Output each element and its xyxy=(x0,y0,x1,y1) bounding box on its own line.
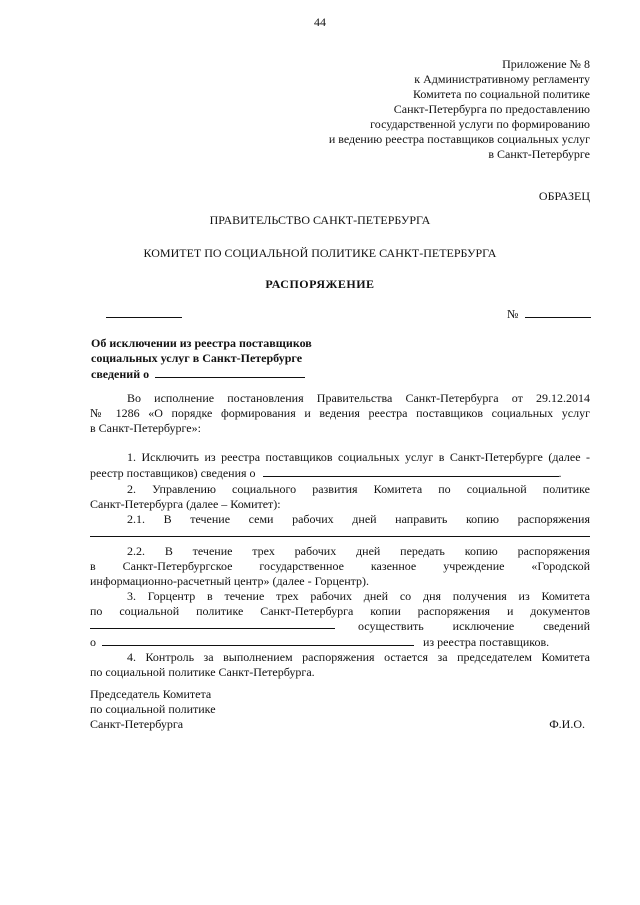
item-3-blank-2 xyxy=(102,634,414,646)
preamble-line: № 1286 «О порядке формирования и ведения реестра поставщиков социальных услуг xyxy=(90,406,590,420)
item-2-2-line: 2.2. В течение трех рабочих дней передать копию распоряжения xyxy=(127,544,590,558)
subject-block xyxy=(91,336,312,382)
appendix-line: государственной услуги по формированию xyxy=(370,117,590,131)
item-2-1-line: 2.1. В течение семи рабочих дней направить копию распоряжения xyxy=(127,512,590,526)
appendix-line: Санкт-Петербурга по предоставлению xyxy=(393,102,590,116)
number-blank xyxy=(525,306,591,318)
appendix-line: Комитета по социальной политике xyxy=(412,87,590,101)
document-type-heading: РАСПОРЯЖЕНИЕ xyxy=(265,277,375,291)
item-1-line-2: реестр поставщиков) сведения о . xyxy=(90,466,562,480)
subject-line: Об исключении из реестра поставщиков xyxy=(91,336,312,350)
item-2-line: 2. Управлению социального развития Комитета по социальной политике xyxy=(127,482,590,496)
appendix-line: в Санкт-Петербурге xyxy=(488,147,590,161)
signature-line: Санкт-Петербурга xyxy=(90,717,184,731)
number-label xyxy=(507,306,591,322)
item-3-blank-1 xyxy=(90,617,335,629)
number-sign: № xyxy=(507,307,519,321)
preamble-line: Во исполнение постановления Правительства Санкт-Петербурга от 29.12.2014 xyxy=(127,391,590,405)
committee-heading: КОМИТЕТ ПО СОЦИАЛЬНОЙ ПОЛИТИКЕ САНКТ-ПЕТЕРБУРГА xyxy=(143,246,497,260)
appendix-line: и ведению реестра поставщиков социальных услуг xyxy=(328,132,590,146)
item-3-line: по социальной политике Санкт-Петербурга копии распоряжения и документов xyxy=(90,604,590,618)
page-number: 44 xyxy=(314,15,326,29)
government-heading: ПРАВИТЕЛЬСТВО САНКТ-ПЕТЕРБУРГА xyxy=(209,213,431,227)
appendix-line: Приложение № 8 xyxy=(502,57,590,71)
signature-line: Председатель Комитета xyxy=(90,687,212,701)
subject-line-text: сведений о xyxy=(91,367,150,381)
item-4-line: по социальной политике Санкт-Петербурга. xyxy=(90,665,315,679)
subject-line: социальных услуг в Санкт-Петербурге xyxy=(91,351,303,365)
item-4-line: 4. Контроль за выполнением распоряжения остается за председателем Комитета xyxy=(127,650,590,664)
item-2-2-line: информационно-расчетный центр» (далее - Горцентр). xyxy=(90,574,370,588)
item-1-blank xyxy=(263,465,559,477)
date-blank xyxy=(106,306,182,318)
appendix-line: к Административному регламенту xyxy=(414,72,590,86)
signature-line: по социальной политике xyxy=(90,702,216,716)
item-2-2-line: в Санкт-Петербургское государственное казенное учреждение «Городской xyxy=(90,559,590,573)
appendix-block xyxy=(250,57,590,162)
item-1-line: 1. Исключить из реестра поставщиков социальных услуг в Санкт-Петербурге (далее - xyxy=(127,450,590,464)
item-2-line: Санкт-Петербурга (далее – Комитет): xyxy=(90,497,281,511)
sample-label: ОБРАЗЕЦ xyxy=(538,189,590,203)
item-2-1-blank xyxy=(90,526,590,537)
subject-line-3 xyxy=(91,366,312,382)
item-3-line: осуществить исключение сведений xyxy=(358,619,590,633)
item-3-text-end: из реестра поставщиков. xyxy=(423,635,550,649)
item-3-line-4 xyxy=(90,634,549,650)
preamble-line: в Санкт-Петербурге»: xyxy=(90,421,201,435)
signature-block xyxy=(90,687,216,732)
subject-blank xyxy=(155,366,305,378)
signature-name: Ф.И.О. xyxy=(549,717,585,731)
item-3-text: о xyxy=(90,635,96,649)
item-3-line: 3. Горцентр в течение трех рабочих дней со дня получения из Комитета xyxy=(127,589,590,603)
item-1-text: реестр поставщиков) сведения о xyxy=(90,466,256,480)
